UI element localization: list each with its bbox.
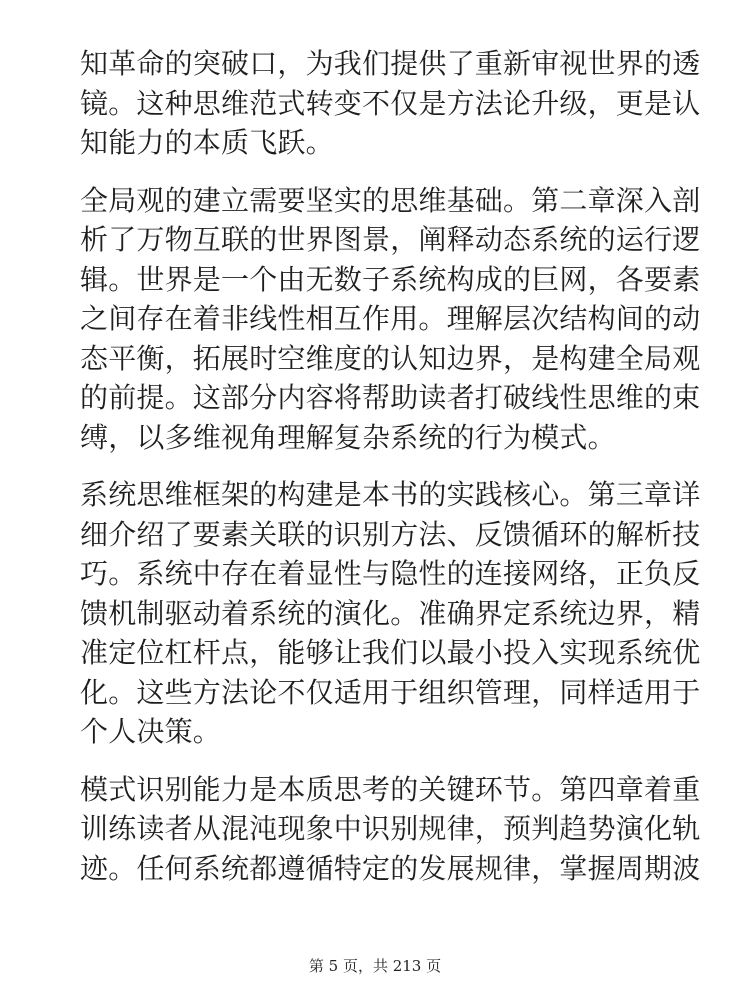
text-line: 缚，以多维视角理解复杂系统的行为模式。 — [80, 420, 616, 454]
text-line: 析了万物互联的世界图景，阐释动态系统的运行逻 — [80, 223, 701, 256]
document-body — [80, 44, 701, 906]
text-line: 馈机制驱动着系统的演化。准确界定系统边界，精 — [80, 596, 701, 630]
text-line: 细介绍了要素关联的识别方法、反馈循环的解析技 — [80, 517, 701, 551]
text-line: 镜。这种思维范式转变不仅是方法论升级，更是认 — [80, 86, 701, 120]
text-line: 之间存在着非线性相互作用。理解层次结构间的动 — [80, 302, 701, 335]
text-line: 系统思维框架的构建是本书的实践核心。第三章详 — [80, 478, 701, 511]
text-line: 知能力的本质飞跃。 — [80, 126, 334, 159]
text-line: 准定位杠杆点，能够让我们以最小投入实现系统优 — [80, 636, 701, 669]
text-line: 态平衡，拓展时空维度的认知边界，是构建全局观 — [80, 341, 701, 375]
text-line: 知革命的突破口，为我们提供了重新审视世界的透 — [80, 47, 701, 80]
page-number-footer: 第 5 页，共 213 页 — [308, 957, 442, 975]
text-line: 训练读者从混沌现象中识别规律，预判趋势演化轨 — [80, 812, 701, 845]
text-line: 全局观的建立需要坚实的思维基础。第二章深入剖 — [80, 183, 701, 217]
text-line: 辑。世界是一个由无数子系统构成的巨网，各要素 — [80, 262, 701, 296]
text-line: 的前提。这部分内容将帮助读者打破线性思维的束 — [80, 381, 701, 414]
text-line: 模式识别能力是本质思考的关键环节。第四章着重 — [80, 772, 701, 806]
text-line: 迹。任何系统都遵循特定的发展规律，掌握周期波 — [80, 851, 701, 885]
paragraph-2 — [80, 181, 701, 458]
text-line: 化。这些方法论不仅适用于组织管理，同样适用于 — [80, 675, 701, 709]
paragraph-4 — [80, 770, 701, 889]
text-line: 巧。系统中存在着显性与隐性的连接网络，正负反 — [80, 557, 701, 590]
paragraph-3 — [80, 475, 701, 752]
text-line: 个人决策。 — [80, 715, 222, 748]
paragraph-1 — [80, 44, 701, 163]
